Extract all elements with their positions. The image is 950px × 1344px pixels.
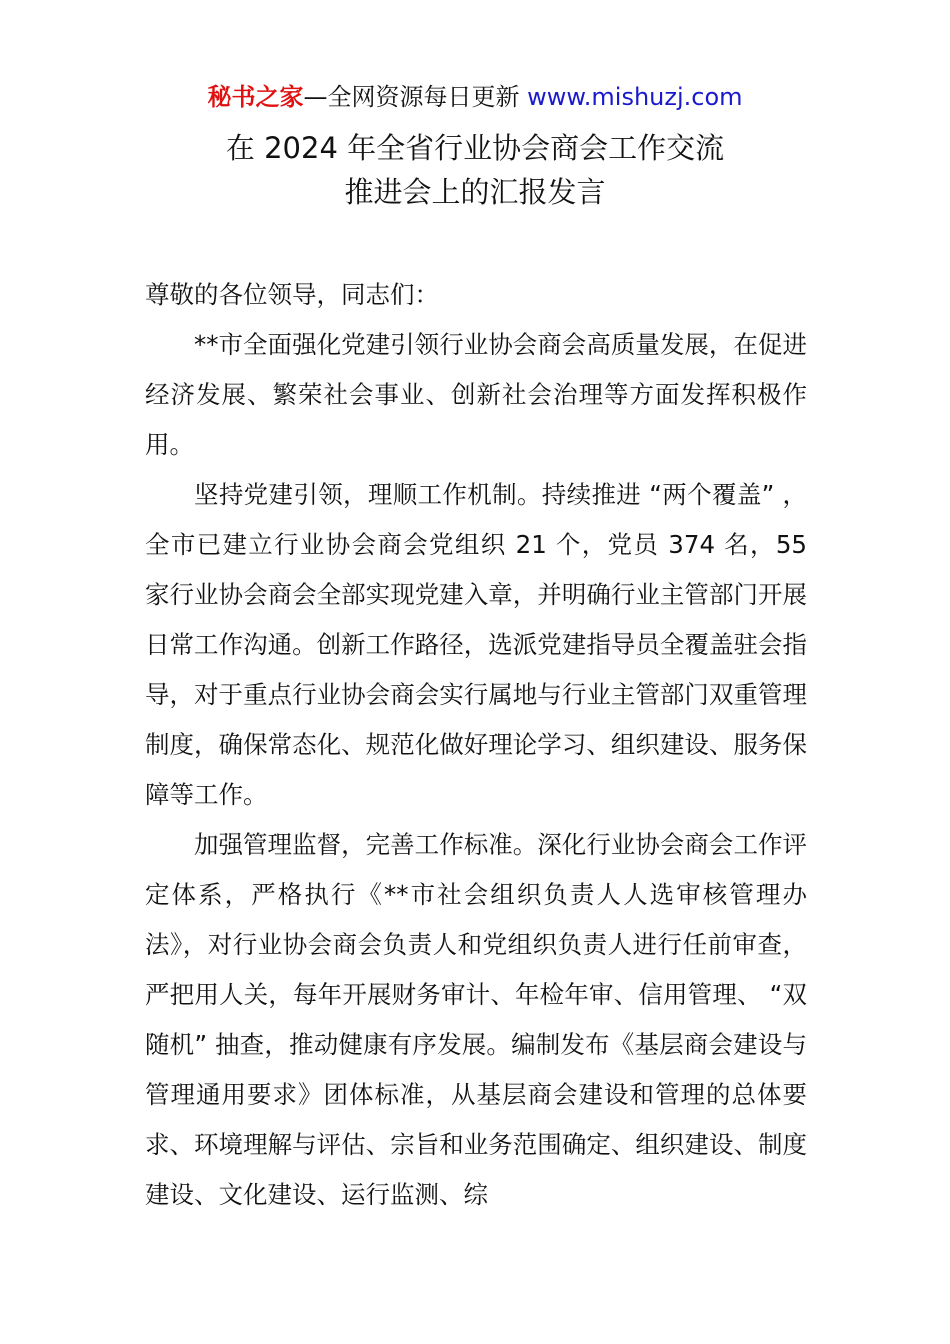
header-tagline: —全网资源每日更新	[303, 83, 528, 111]
paragraph-management-supervision: 加强管理监督，完善工作标准。深化行业协会商会工作评定体系，严格执行《**市社会组织负责人人选审核管理办法》，对行业协会商会负责人和党组织负责人进行任前审查，严把用人关，每年开展财务审计、年检年审、信用管理、 “双随机” 抽查，推动健康有序发展。编制发布《基层商会建设与管理通用要求》团体标准，从基层商会建设和管理的总体要求、环境理解与评估、宗旨和业务范围确定、组织建设、制度建设、文化建设、运行监测、综	[145, 830, 807, 1209]
brand-name: 秘书之家	[207, 83, 304, 111]
paragraph-party-leadership: 坚持党建引领，理顺工作机制。持续推进 “两个覆盖” ，全市已建立行业协会商会党组织 21 个，党员 374 名，55 家行业协会商会全部实现党建入章，并明确行业主管部门开展日常工作沟通。创新工作路径，选派党建指导员全覆盖驻会指导，对于重点行业协会商会实行属地与行业主管部门双重管理制度，确保常态化、规范化做好理论学习、组织建设、服务保障等工作。	[145, 480, 807, 809]
site-url-link[interactable]: www.mishuzj.com	[527, 83, 743, 111]
document-body	[145, 270, 807, 1220]
title-line-2: 推进会上的汇报发言	[344, 175, 606, 209]
document-title	[0, 126, 950, 214]
salutation: 尊敬的各位领导，同志们：	[145, 280, 439, 309]
site-header	[0, 80, 950, 114]
paragraph-intro: **市全面强化党建引领行业协会商会高质量发展，在促进经济发展、繁荣社会事业、创新社会治理等方面发挥积极作用。	[145, 330, 807, 459]
title-line-1: 在 2024 年全省行业协会商会工作交流	[225, 131, 725, 165]
